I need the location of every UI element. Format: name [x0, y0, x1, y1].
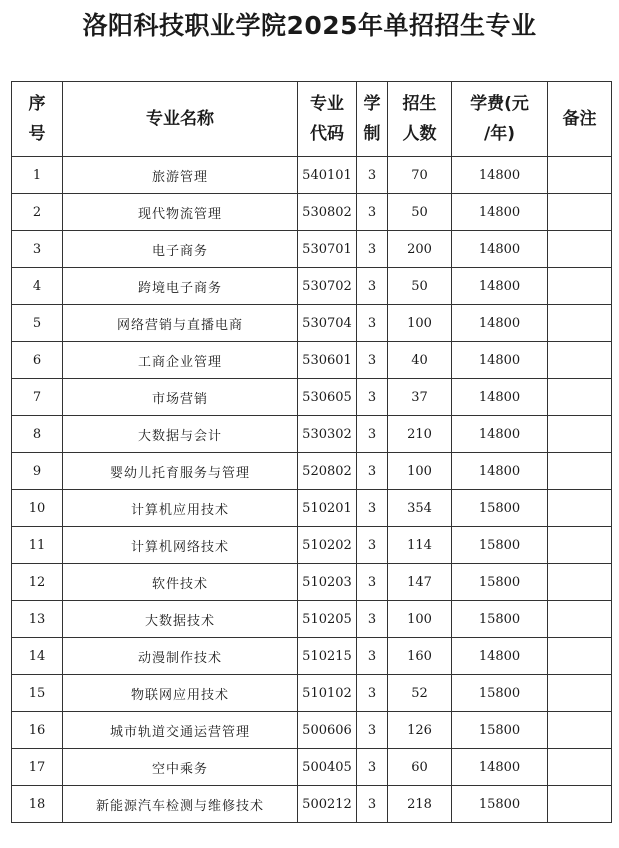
table-row	[12, 490, 612, 527]
cell-duration: 3	[357, 453, 388, 490]
table-row	[12, 305, 612, 342]
cell-major-name: 网络营销与直播电商	[63, 305, 298, 342]
table-row	[12, 342, 612, 379]
cell-major-name: 大数据与会计	[63, 416, 298, 453]
cell-notes	[548, 231, 612, 268]
table-row	[12, 157, 612, 194]
cell-major-name: 跨境电子商务	[63, 268, 298, 305]
cell-tuition: 15800	[452, 601, 548, 638]
cell-quota: 40	[388, 342, 452, 379]
table-row	[12, 268, 612, 305]
cell-duration: 3	[357, 712, 388, 749]
cell-major-code: 530701	[298, 231, 357, 268]
cell-notes	[548, 490, 612, 527]
cell-notes	[548, 712, 612, 749]
table-row	[12, 601, 612, 638]
cell-major-name: 新能源汽车检测与维修技术	[63, 786, 298, 823]
cell-quota: 100	[388, 305, 452, 342]
cell-notes	[548, 601, 612, 638]
cell-no: 8	[12, 416, 63, 453]
cell-no: 14	[12, 638, 63, 675]
cell-tuition: 15800	[452, 490, 548, 527]
cell-duration: 3	[357, 416, 388, 453]
cell-major-name: 城市轨道交通运营管理	[63, 712, 298, 749]
table-row	[12, 712, 612, 749]
cell-duration: 3	[357, 749, 388, 786]
header-tuition: 学费(元 /年)	[452, 82, 548, 157]
cell-major-name: 市场营销	[63, 379, 298, 416]
cell-major-name: 旅游管理	[63, 157, 298, 194]
cell-duration: 3	[357, 527, 388, 564]
page-title: 洛阳科技职业学院2025年单招招生专业	[82, 11, 537, 40]
cell-major-name: 软件技术	[63, 564, 298, 601]
cell-tuition: 14800	[452, 231, 548, 268]
cell-quota: 52	[388, 675, 452, 712]
table-row	[12, 453, 612, 490]
table-row	[12, 638, 612, 675]
cell-notes	[548, 194, 612, 231]
cell-no: 9	[12, 453, 63, 490]
cell-quota: 126	[388, 712, 452, 749]
cell-no: 7	[12, 379, 63, 416]
cell-notes	[548, 453, 612, 490]
cell-notes	[548, 379, 612, 416]
cell-duration: 3	[357, 268, 388, 305]
cell-major-code: 540101	[298, 157, 357, 194]
cell-notes	[548, 416, 612, 453]
cell-tuition: 14800	[452, 379, 548, 416]
cell-quota: 37	[388, 379, 452, 416]
table-row	[12, 749, 612, 786]
cell-duration: 3	[357, 675, 388, 712]
cell-duration: 3	[357, 379, 388, 416]
cell-tuition: 14800	[452, 194, 548, 231]
cell-quota: 160	[388, 638, 452, 675]
cell-duration: 3	[357, 638, 388, 675]
cell-no: 16	[12, 712, 63, 749]
cell-no: 10	[12, 490, 63, 527]
cell-major-name: 空中乘务	[63, 749, 298, 786]
cell-major-code: 500212	[298, 786, 357, 823]
cell-quota: 50	[388, 194, 452, 231]
table-row	[12, 194, 612, 231]
cell-duration: 3	[357, 490, 388, 527]
cell-no: 1	[12, 157, 63, 194]
cell-major-name: 大数据技术	[63, 601, 298, 638]
cell-tuition: 15800	[452, 675, 548, 712]
cell-tuition: 14800	[452, 638, 548, 675]
cell-no: 2	[12, 194, 63, 231]
header-no: 序 号	[12, 82, 63, 157]
cell-major-code: 510102	[298, 675, 357, 712]
cell-duration: 3	[357, 786, 388, 823]
table-row	[12, 416, 612, 453]
cell-no: 13	[12, 601, 63, 638]
cell-tuition: 14800	[452, 305, 548, 342]
cell-duration: 3	[357, 194, 388, 231]
cell-major-code: 520802	[298, 453, 357, 490]
cell-notes	[548, 342, 612, 379]
cell-notes	[548, 305, 612, 342]
header-major-name: 专业名称	[63, 82, 298, 157]
header-major-code: 专业 代码	[298, 82, 357, 157]
cell-tuition: 14800	[452, 342, 548, 379]
cell-tuition: 15800	[452, 564, 548, 601]
cell-major-code: 510202	[298, 527, 357, 564]
cell-quota: 210	[388, 416, 452, 453]
cell-duration: 3	[357, 231, 388, 268]
cell-notes	[548, 638, 612, 675]
cell-notes	[548, 268, 612, 305]
cell-no: 6	[12, 342, 63, 379]
cell-major-name: 物联网应用技术	[63, 675, 298, 712]
table-row	[12, 379, 612, 416]
cell-duration: 3	[357, 601, 388, 638]
cell-tuition: 15800	[452, 786, 548, 823]
cell-major-name: 计算机网络技术	[63, 527, 298, 564]
cell-notes	[548, 786, 612, 823]
cell-no: 15	[12, 675, 63, 712]
cell-no: 4	[12, 268, 63, 305]
cell-major-code: 510201	[298, 490, 357, 527]
cell-no: 11	[12, 527, 63, 564]
cell-quota: 114	[388, 527, 452, 564]
cell-major-code: 510203	[298, 564, 357, 601]
cell-major-code: 530605	[298, 379, 357, 416]
cell-major-code: 500606	[298, 712, 357, 749]
cell-major-name: 婴幼儿托育服务与管理	[63, 453, 298, 490]
cell-notes	[548, 749, 612, 786]
header-quota: 招生 人数	[388, 82, 452, 157]
cell-tuition: 14800	[452, 749, 548, 786]
cell-tuition: 14800	[452, 268, 548, 305]
cell-quota: 60	[388, 749, 452, 786]
majors-table	[11, 81, 612, 823]
cell-duration: 3	[357, 564, 388, 601]
cell-tuition: 15800	[452, 527, 548, 564]
cell-major-name: 工商企业管理	[63, 342, 298, 379]
cell-major-name: 计算机应用技术	[63, 490, 298, 527]
cell-quota: 200	[388, 231, 452, 268]
header-notes: 备注	[548, 82, 612, 157]
cell-tuition: 14800	[452, 157, 548, 194]
cell-notes	[548, 157, 612, 194]
cell-major-code: 510205	[298, 601, 357, 638]
cell-major-code: 500405	[298, 749, 357, 786]
cell-no: 12	[12, 564, 63, 601]
cell-no: 5	[12, 305, 63, 342]
table-row	[12, 564, 612, 601]
cell-quota: 218	[388, 786, 452, 823]
cell-quota: 354	[388, 490, 452, 527]
cell-major-code: 530704	[298, 305, 357, 342]
table-row	[12, 786, 612, 823]
cell-notes	[548, 527, 612, 564]
cell-no: 18	[12, 786, 63, 823]
cell-major-name: 现代物流管理	[63, 194, 298, 231]
cell-major-code: 530702	[298, 268, 357, 305]
cell-tuition: 15800	[452, 712, 548, 749]
cell-duration: 3	[357, 342, 388, 379]
cell-major-code: 530302	[298, 416, 357, 453]
table-row	[12, 675, 612, 712]
cell-quota: 100	[388, 601, 452, 638]
cell-tuition: 14800	[452, 416, 548, 453]
cell-quota: 147	[388, 564, 452, 601]
cell-major-name: 动漫制作技术	[63, 638, 298, 675]
cell-notes	[548, 564, 612, 601]
cell-notes	[548, 675, 612, 712]
cell-quota: 50	[388, 268, 452, 305]
cell-major-code: 530601	[298, 342, 357, 379]
cell-major-code: 530802	[298, 194, 357, 231]
header-duration: 学 制	[357, 82, 388, 157]
cell-no: 3	[12, 231, 63, 268]
cell-major-code: 510215	[298, 638, 357, 675]
cell-duration: 3	[357, 157, 388, 194]
cell-quota: 100	[388, 453, 452, 490]
cell-quota: 70	[388, 157, 452, 194]
cell-tuition: 14800	[452, 453, 548, 490]
table-row	[12, 527, 612, 564]
table-row	[12, 231, 612, 268]
cell-no: 17	[12, 749, 63, 786]
cell-duration: 3	[357, 305, 388, 342]
table-header-row	[12, 82, 612, 157]
cell-major-name: 电子商务	[63, 231, 298, 268]
